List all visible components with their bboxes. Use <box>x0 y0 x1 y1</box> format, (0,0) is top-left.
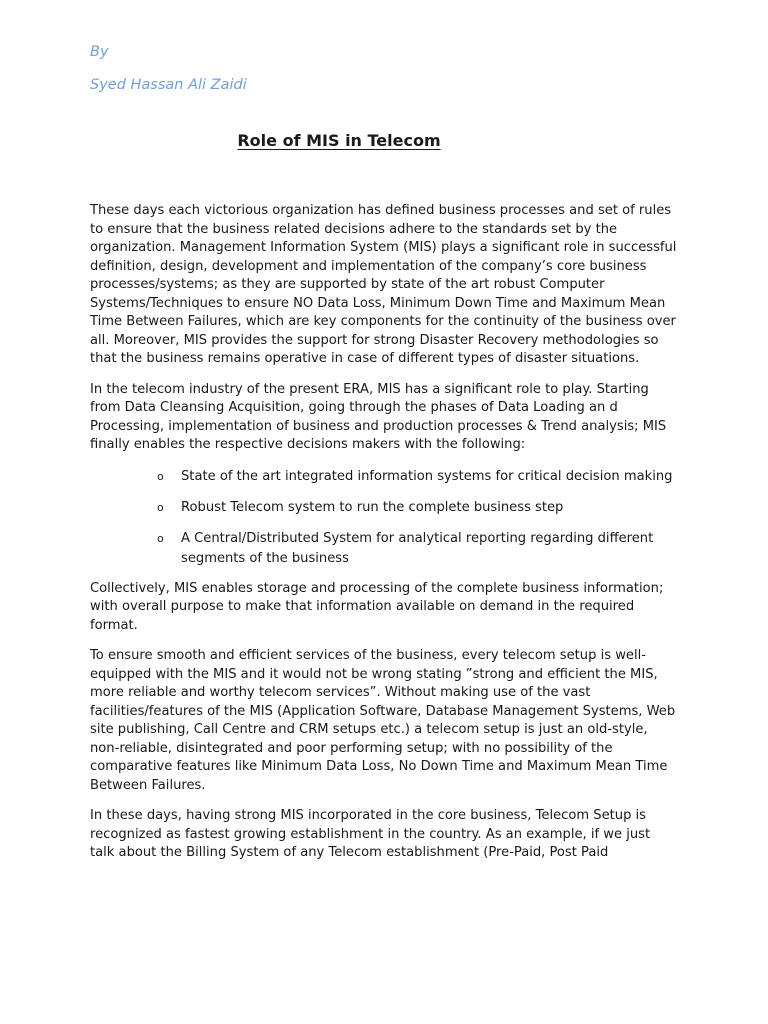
document-body <box>90 202 678 875</box>
paragraph-intro: These days each victorious organization has defined business processes and set of rules to ensure that the business related decisions adhere to the standards set by the organization. Management Information System (MIS) plays a significant role in successful definition, design, development and implementation of the company’s core business processes/systems; as they are supported by state of the art robust Computer Systems/Techniques to ensure NO Data Loss, Minimum Down Time and Maximum Mean Time Between Failures, which are key components for the continuity of the business over all. Moreover, MIS provides the support for strong Disaster Recovery methodologies so that the business remains operative in case of different types of disaster situations. <box>90 203 677 366</box>
author-name: Syed Hassan Ali Zaidi <box>90 77 247 93</box>
list-item-text: Robust Telecom system to run the complete business step <box>181 499 564 515</box>
list-item-text: State of the art integrated information systems for critical decision making <box>181 468 673 484</box>
list-item <box>90 467 678 487</box>
author-by-label: By <box>90 44 109 60</box>
paragraph-these-days: In these days, having strong MIS incorporated in the core business, Telecom Setup is recognized as fastest growing establishment in the country. As an example, if we just talk about the Billing System of any Telecom establishment (Pre-Paid, Post Paid <box>90 808 651 860</box>
bullet-circle-icon: o <box>157 500 164 514</box>
bullet-circle-icon: o <box>157 531 164 545</box>
list-item-text: A Central/Distributed System for analytical reporting regarding different segments of the business <box>181 530 654 566</box>
paragraph-telecom-industry: In the telecom industry of the present ERA, MIS has a significant role to play. Starting from Data Cleansing Acquisition, going through the phases of Data Loading an d Processing, implementation of business and production processes & Trend analysis; MIS finally enables the respective decisions makers with the following: <box>90 381 667 452</box>
paragraph-smooth-services: To ensure smooth and efficient services of the business, every telecom setup is well-equipped with the MIS and it would not be wrong stating ”strong and efficient the MIS, more reliable and worthy telecom services”. Without making use of the vast facilities/features of the MIS (Application Software, Database Management Systems, Web site publishing, Call Centre and CRM setups etc.) a telecom setup is just an old-style, non-reliable, disintegrated and poor performing setup; with no possibility of the comparative features like Minimum Data Loss, No Down Time and Maximum Mean Time Between Failures. <box>90 648 676 793</box>
list-item <box>90 529 678 569</box>
bullet-circle-icon: o <box>157 469 164 483</box>
paragraph-collectively: Collectively, MIS enables storage and processing of the complete business information; with overall purpose to make that information available on demand in the required format. <box>90 580 664 633</box>
document-title: Role of MIS in Telecom <box>237 131 441 150</box>
list-item <box>90 498 678 518</box>
bullet-list <box>90 467 678 569</box>
